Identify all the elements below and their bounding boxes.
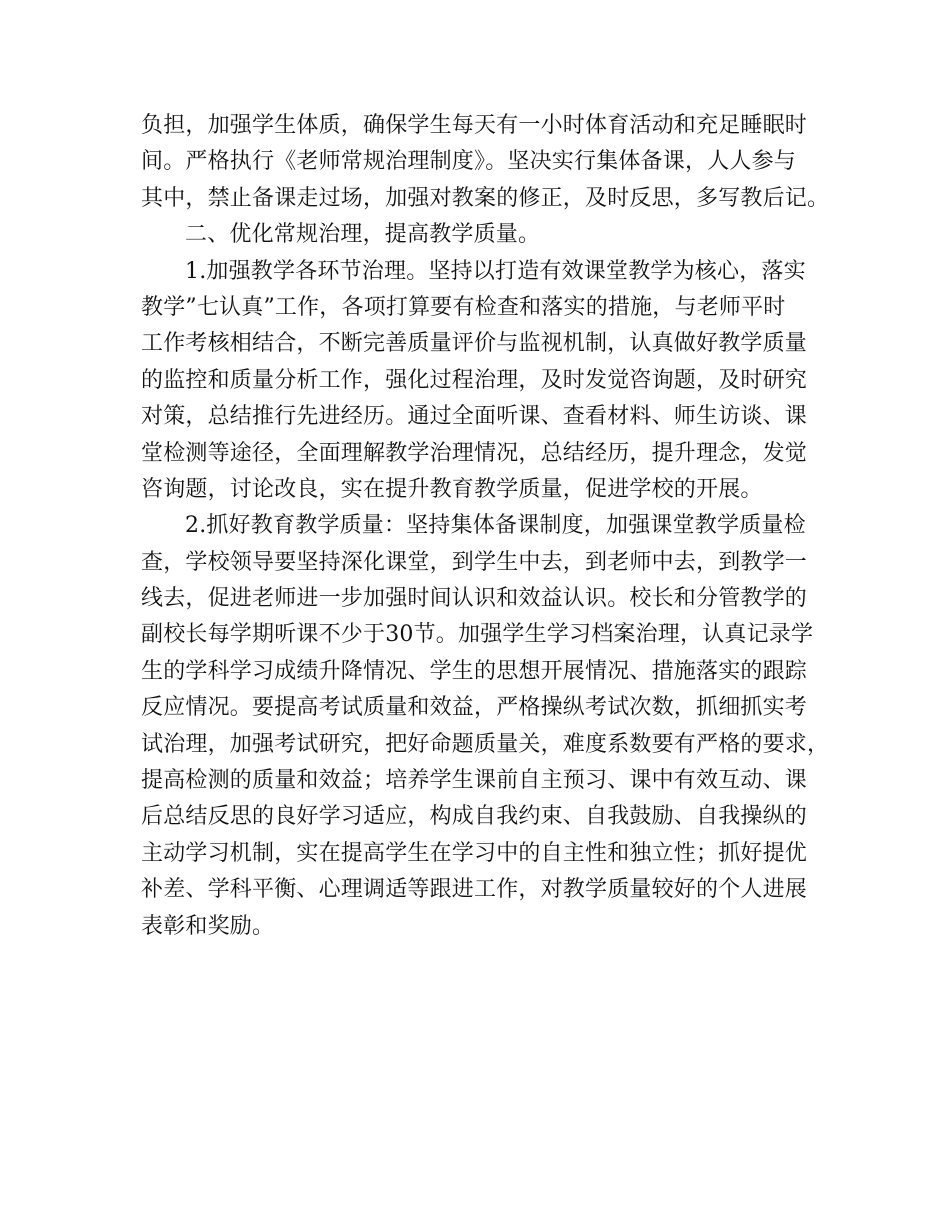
text-line: 查，学校领导要坚持深化课堂，到学生中去，到老师中去，到教学一 (141, 549, 808, 575)
text-line: 副校长每学期听课不少于30节。加强学生学习档案治理，认真记录学 (141, 622, 814, 648)
text-line: 其中，禁止备课走过场，加强对教案的修正，及时反思，多写教后记。 (141, 185, 830, 211)
text-line: 1.加强教学各环节治理。坚持以打造有效课堂教学为核心，落实 (185, 258, 806, 284)
text-line: 线去，促进老师进一步加强时间认识和效益认识。校长和分管教学的 (141, 586, 808, 612)
text-line: 的监控和质量分析工作，强化过程治理，及时发觉咨询题，及时研究 (141, 367, 808, 393)
text-line: 对策，总结推行先进经历。通过全面听课、查看材料、师生访谈、课 (141, 404, 808, 430)
text-line: 工作考核相结合，不断完善质量评价与监视机制，认真做好教学质量 (141, 331, 808, 357)
document-body (141, 108, 830, 945)
text-line: 负担，加强学生体质，确保学生每天有一小时体育活动和充足睡眠时 (141, 113, 808, 138)
text-line: 生的学科学习成绩升降情况、学生的思想开展情况、措施落实的跟踪 (141, 658, 808, 684)
text-line: 试治理，加强考试研究，把好命题质量关，难度系数要有严格的要求， (141, 731, 830, 757)
text-line: 堂检测等途径，全面理解教学治理情况，总结经历，提升理念，发觉 (141, 440, 808, 466)
text-line: 2.抓好教育教学质量：坚持集体备课制度，加强课堂教学质量检 (185, 513, 806, 539)
text-line: 间。严格执行《老师常规治理制度》。坚决实行集体备课，人人参与 (141, 149, 797, 175)
section-heading: 二、优化常规治理，提高教学质量。 (185, 222, 541, 248)
text-line: 教学”七认真”工作，各项打算要有检查和落实的措施，与老师平时 (141, 294, 786, 320)
text-line: 补差、学科平衡、心理调适等跟进工作，对教学质量较好的个人进展 (141, 877, 808, 903)
text-line: 后总结反思的良好学习适应，构成自我约束、自我鼓励、自我操纵的 (141, 804, 808, 830)
text-line: 提高检测的质量和效益；培养学生课前自主预习、课中有效互动、课 (141, 768, 808, 794)
text-line: 表彰和奖励。 (141, 913, 275, 939)
text-line: 主动学习机制，实在提高学生在学习中的自主性和独立性；抓好提优 (141, 840, 808, 866)
text-line: 反应情况。要提高考试质量和效益，严格操纵考试次数，抓细抓实考 (141, 695, 808, 721)
text-line: 咨询题，讨论改良，实在提升教育教学质量，促进学校的开展。 (141, 476, 763, 502)
